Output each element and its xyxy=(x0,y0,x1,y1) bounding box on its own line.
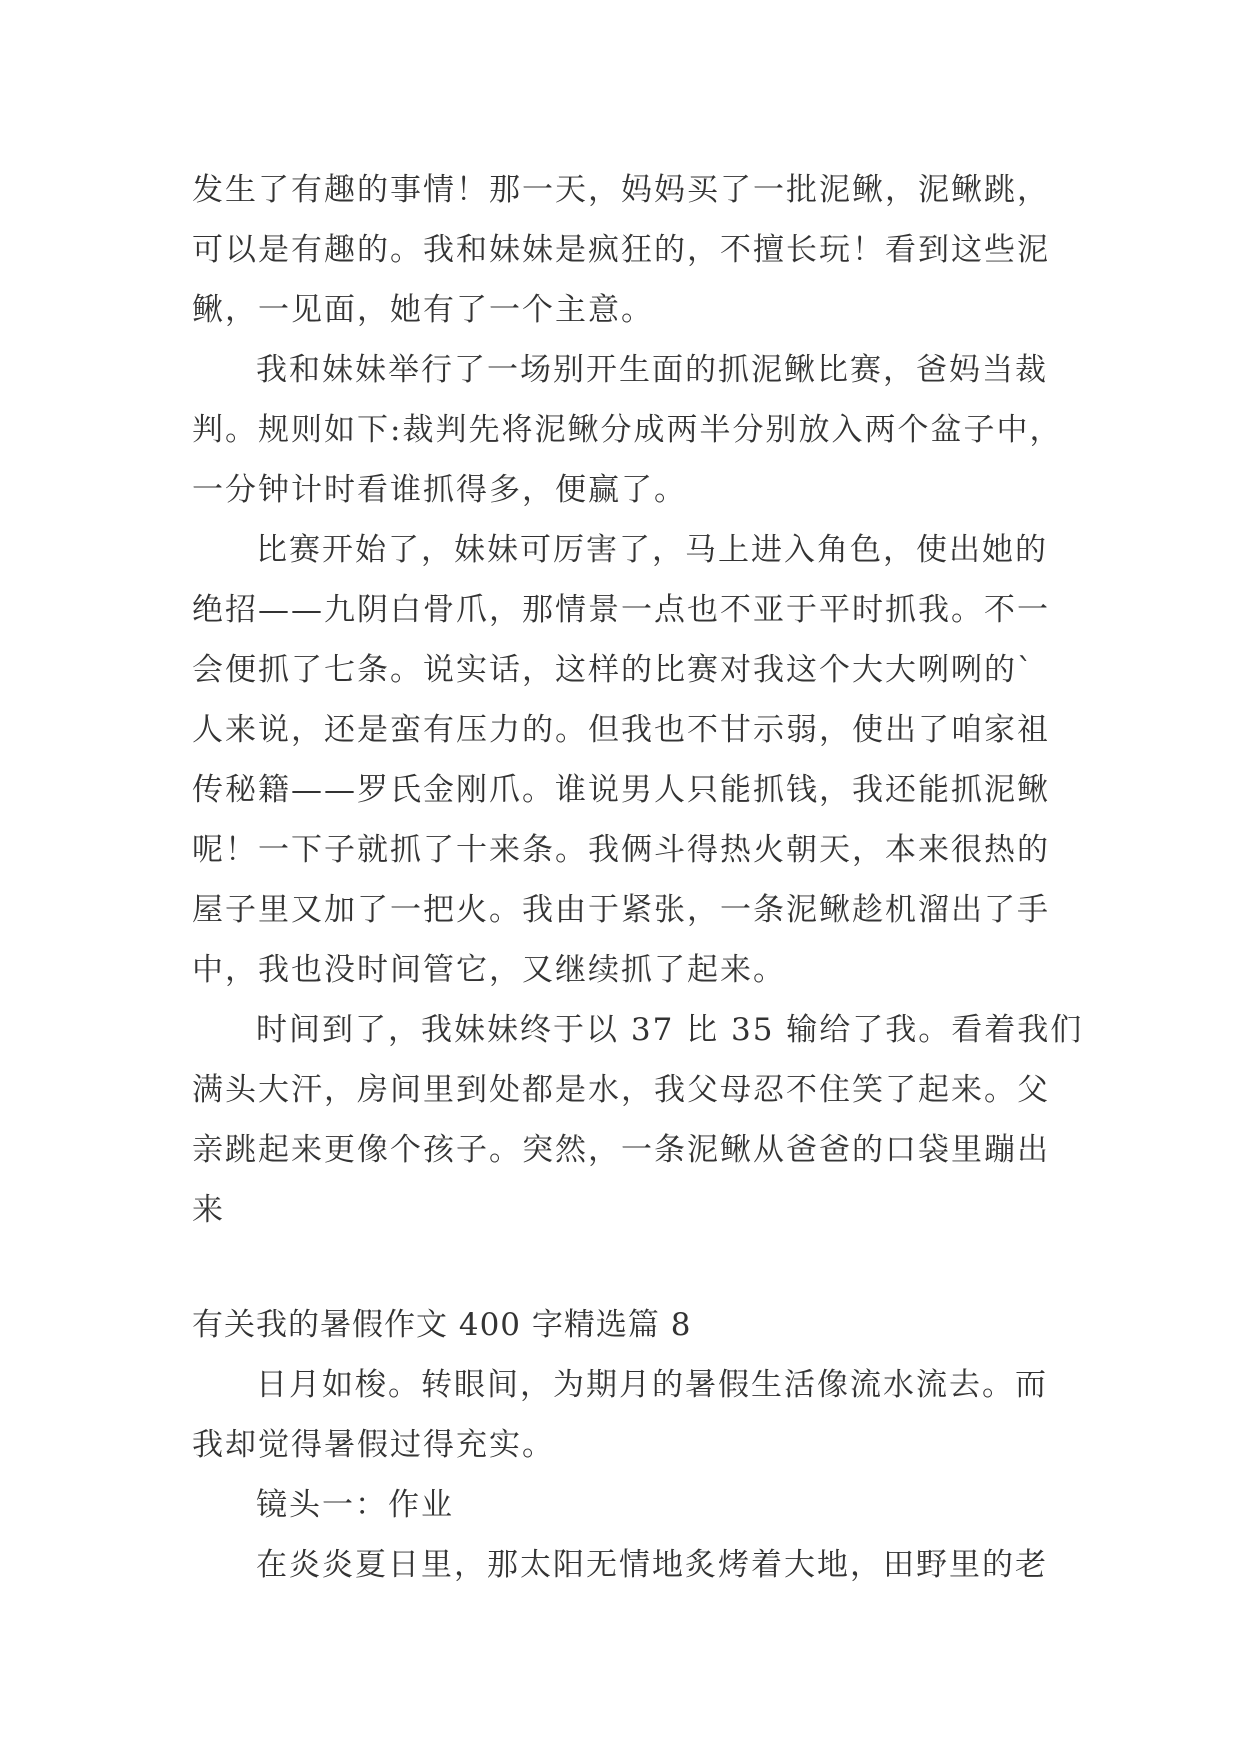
text-line: 发生了有趣的事情！那一天，妈妈买了一批泥鳅，泥鳅跳， xyxy=(192,172,1050,208)
text-line: 日月如梭。转眼间，为期月的暑假生活像流水流去。而 xyxy=(256,1367,1048,1403)
text-line: 一分钟计时看谁抓得多，便赢了。 xyxy=(192,472,687,508)
text-line: 会便抓了七条。说实话，这样的比赛对我这个大大咧咧的` xyxy=(192,652,1035,688)
text-line: 中，我也没时间管它，又继续抓了起来。 xyxy=(192,952,786,988)
section-spacer xyxy=(192,1240,1052,1295)
text-line: 可以是有趣的。我和妹妹是疯狂的，不擅长玩！看到这些泥 xyxy=(192,232,1050,268)
text-line: 来 xyxy=(192,1192,225,1228)
paragraph xyxy=(192,160,1052,340)
text-line: 比赛开始了，妹妹可厉害了，马上进入角色，使出她的 xyxy=(256,532,1048,568)
paragraph xyxy=(192,1355,1052,1475)
document-page xyxy=(192,160,1084,1595)
text-line: 屋子里又加了一把火。我由于紧张，一条泥鳅趁机溜出了手 xyxy=(192,892,1050,928)
text-line: 满头大汗，房间里到处都是水，我父母忍不住笑了起来。父 xyxy=(192,1072,1050,1108)
text-line: 我和妹妹举行了一场别开生面的抓泥鳅比赛，爸妈当裁 xyxy=(256,352,1048,388)
paragraph xyxy=(192,1000,1084,1240)
text-line: 判。规则如下:裁判先将泥鳅分成两半分别放入两个盆子中， xyxy=(192,412,1063,448)
text-line: 传秘籍——罗氏金刚爪。谁说男人只能抓钱，我还能抓泥鳅 xyxy=(192,772,1050,808)
section-title: 有关我的暑假作文 400 字精选篇 8 xyxy=(192,1307,692,1343)
text-line: 我却觉得暑假过得充实。 xyxy=(192,1427,555,1463)
paragraph xyxy=(192,520,1052,1000)
text-line: 呢！一下子就抓了十来条。我俩斗得热火朝天，本来很热的 xyxy=(192,832,1050,868)
text-line: 鳅，一见面，她有了一个主意。 xyxy=(192,292,654,328)
text-line: 亲跳起来更像个孩子。突然，一条泥鳅从爸爸的口袋里蹦出 xyxy=(192,1132,1050,1168)
text-line: 绝招——九阴白骨爪，那情景一点也不亚于平时抓我。不一 xyxy=(192,592,1050,628)
paragraph xyxy=(192,1475,1052,1535)
text-line: 人来说，还是蛮有压力的。但我也不甘示弱，使出了咱家祖 xyxy=(192,712,1050,748)
text-line: 时间到了，我妹妹终于以 37 比 35 输给了我。看着我们 xyxy=(256,1012,1084,1048)
paragraph xyxy=(192,1535,1052,1595)
paragraph xyxy=(192,340,1063,520)
text-line: 镜头一：作业 xyxy=(256,1487,454,1523)
text-line: 在炎炎夏日里，那太阳无情地炙烤着大地，田野里的老 xyxy=(256,1547,1048,1583)
